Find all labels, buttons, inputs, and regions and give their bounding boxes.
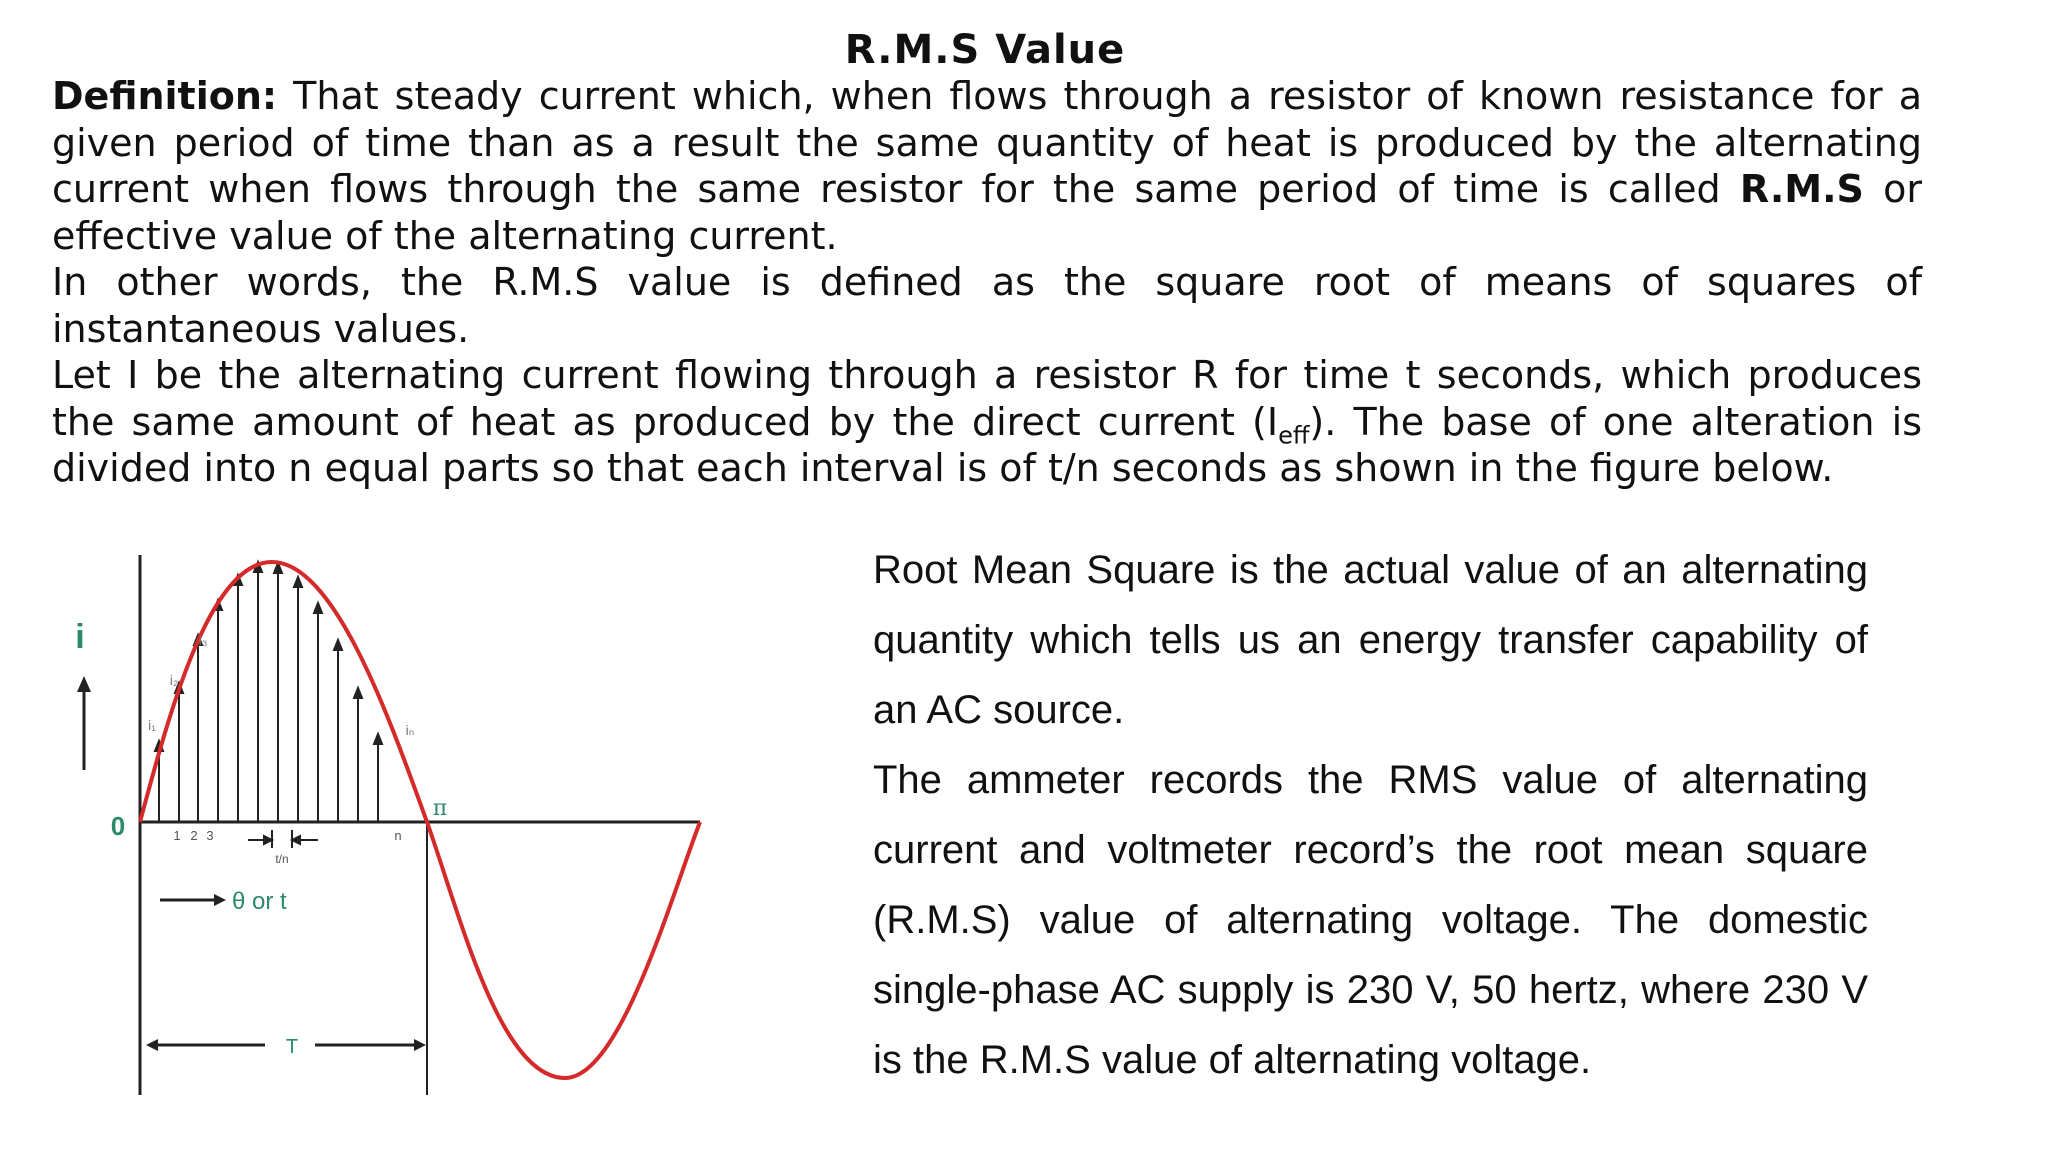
ordinate-arrow bbox=[314, 603, 322, 613]
theta-arrow-head-icon bbox=[214, 894, 226, 906]
let-text: Let I be the alternating current flowing through a resistor R for time t seconds, which produces the same amount of heat as produced by the direct current (I bbox=[52, 353, 1922, 444]
pi-label: π bbox=[432, 796, 448, 821]
period-label: T bbox=[285, 1036, 299, 1058]
ordinate-lines bbox=[155, 562, 382, 822]
side-text bbox=[873, 535, 1868, 1095]
tn-right-arrow-head-icon bbox=[292, 836, 300, 844]
definition-text: That steady current which, when flows through a resistor of known resistance for a given period of time than as a result the same quantity of heat is produced by the alternating current when flows through the same resistor for the same period of time is called bbox=[52, 74, 1922, 211]
y-axis-label: i bbox=[75, 618, 85, 656]
ordinate-arrow bbox=[374, 734, 382, 744]
definition-label: Definition: bbox=[52, 74, 278, 118]
definition-paragraph bbox=[52, 73, 1922, 259]
origin-label: 0 bbox=[110, 811, 126, 841]
let-paragraph bbox=[52, 352, 1922, 492]
eff-subscript: eff bbox=[1278, 421, 1310, 450]
tn-left-arrow-head-icon bbox=[264, 836, 272, 844]
interval-label-3: 3 bbox=[206, 828, 214, 843]
rms-figure bbox=[60, 530, 760, 1150]
interval-label-1: 1 bbox=[173, 828, 181, 843]
current-label-2: i₂ bbox=[169, 672, 179, 688]
current-label-1: i₁ bbox=[148, 717, 156, 733]
sine-curve bbox=[140, 562, 700, 1078]
body-text bbox=[52, 73, 1922, 492]
period-right-arrow-head-icon bbox=[414, 1039, 426, 1051]
t-over-n-marker bbox=[248, 830, 318, 848]
page-title: R.M.S Value bbox=[844, 27, 1126, 73]
side-paragraph-1: Root Mean Square is the actual value of an alternating quantity which tells us an energy transfer capability of an AC source. bbox=[873, 548, 1868, 732]
theta-label: θ or t bbox=[232, 888, 287, 915]
period-left-arrow-head-icon bbox=[146, 1039, 158, 1051]
y-arrow-head-icon bbox=[77, 676, 91, 692]
ordinate-arrow bbox=[294, 577, 302, 587]
ordinate-arrow bbox=[354, 688, 362, 698]
t-over-n-label: t/n bbox=[275, 852, 289, 866]
interval-label-2: 2 bbox=[190, 828, 198, 843]
ordinate-arrow bbox=[334, 640, 342, 650]
let-text-end: ). The base of one alteration is divided into n equal parts so that each interval is of t/n seconds as shown in the figure below. bbox=[52, 399, 1923, 490]
definition-text-end: or effective value of the alternating current. bbox=[52, 167, 1922, 258]
rms-term: R.M.S bbox=[1739, 167, 1864, 211]
current-label-3: i₃ bbox=[198, 632, 208, 648]
current-label-n: iₙ bbox=[405, 722, 415, 738]
other-words-paragraph: In other words, the R.M.S value is defined as the square root of means of squares of instantaneous values. bbox=[52, 260, 1922, 351]
interval-label-n: n bbox=[394, 828, 402, 843]
side-paragraph-2: The ammeter records the RMS value of alternating current and voltmeter record’s the root mean square (R.M.S) value of alternating voltage. The domestic single-phase AC supply is 230 V, 50 hertz, where 230 V is the R.M.S value of alternating voltage. bbox=[873, 758, 1868, 1082]
